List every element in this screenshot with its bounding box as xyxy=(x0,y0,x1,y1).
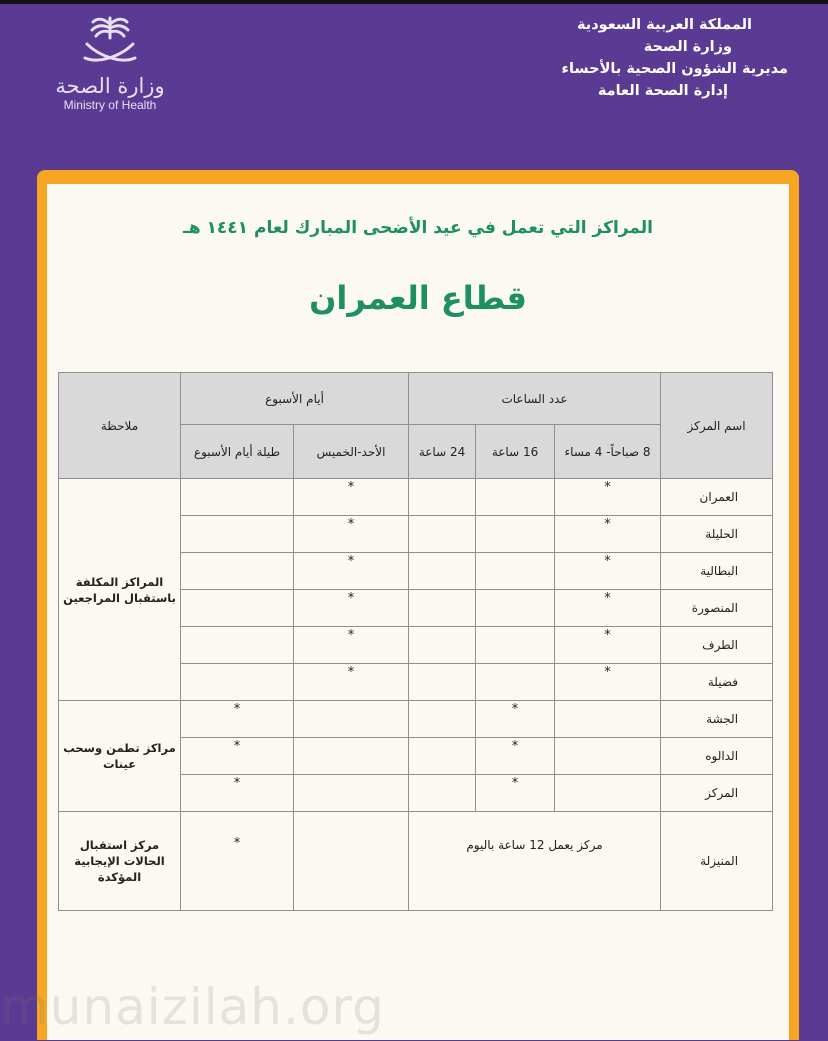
col-24-hours: 24 ساعة xyxy=(409,425,476,479)
cell-all-week xyxy=(181,627,294,664)
cell-sun-thu xyxy=(294,701,409,738)
cell-sun-thu: * xyxy=(294,516,409,553)
cell-8am-4pm xyxy=(555,738,661,775)
cell-all-week xyxy=(181,553,294,590)
cell-all-week: * xyxy=(181,775,294,812)
center-name: الحليلة xyxy=(661,516,773,553)
watermark: munaizilah.org xyxy=(0,978,385,1036)
cell-sun-thu: * xyxy=(294,553,409,590)
cell-24-hours xyxy=(409,627,476,664)
cell-8am-4pm: * xyxy=(555,479,661,516)
sector-title: قطاع العمران xyxy=(309,279,527,317)
col-8am-4pm: 8 صباحاً- 4 مساء xyxy=(555,425,661,479)
table-row xyxy=(59,701,773,738)
cell-sun-thu xyxy=(294,738,409,775)
center-name: المركز xyxy=(661,775,773,812)
cell-24-hours xyxy=(409,479,476,516)
cell-all-week xyxy=(181,479,294,516)
cell-24-hours xyxy=(409,590,476,627)
cell-24-hours xyxy=(409,516,476,553)
logo-arabic-text: وزارة الصحة xyxy=(55,74,165,98)
cell-24-hours xyxy=(409,775,476,812)
cell-24-hours xyxy=(409,738,476,775)
cell-16-hours: * xyxy=(476,738,555,775)
cell-all-week xyxy=(181,516,294,553)
cell-16-hours: * xyxy=(476,775,555,812)
cell-sun-thu: * xyxy=(294,590,409,627)
cell-16-hours: * xyxy=(476,701,555,738)
cell-16-hours xyxy=(476,627,555,664)
center-name: البطالية xyxy=(661,553,773,590)
center-name: الجشة xyxy=(661,701,773,738)
cell-16-hours xyxy=(476,516,555,553)
cell-sun-thu xyxy=(294,775,409,812)
cell-16-hours xyxy=(476,479,555,516)
merged-hours-cell: مركز يعمل 12 ساعة باليوم xyxy=(409,812,661,911)
cell-8am-4pm: * xyxy=(555,664,661,701)
government-header xyxy=(458,14,788,102)
cell-8am-4pm: * xyxy=(555,590,661,627)
cell-8am-4pm: * xyxy=(555,516,661,553)
note-swab-centers: مراكز تطمن وسحب عينات xyxy=(59,701,181,812)
cell-all-week: * xyxy=(181,701,294,738)
center-name: الدالوه xyxy=(661,738,773,775)
cell-24-hours xyxy=(409,664,476,701)
cell-all-week xyxy=(181,664,294,701)
col-center-name: اسم المركز xyxy=(661,373,773,479)
header-line-directorate: مديرية الشؤون الصحية بالأحساء xyxy=(561,61,788,77)
cell-24-hours xyxy=(409,553,476,590)
cell-sun-thu: * xyxy=(294,479,409,516)
cell-sun-thu: * xyxy=(294,664,409,701)
palm-swords-emblem-icon xyxy=(75,14,145,74)
cell-sun-thu: * xyxy=(294,627,409,664)
cell-16-hours xyxy=(476,553,555,590)
cell-all-week xyxy=(181,590,294,627)
cell-16-hours xyxy=(476,590,555,627)
logo-english-text: Ministry of Health xyxy=(63,98,157,112)
cell-8am-4pm xyxy=(555,701,661,738)
cell-8am-4pm xyxy=(555,775,661,812)
center-name: فضيلة xyxy=(661,664,773,701)
note-receiving-centers: المراكز المكلفة باستقبال المراجعين xyxy=(59,479,181,701)
center-name: المنيزلة xyxy=(661,812,773,911)
table-row xyxy=(59,479,773,516)
cell-all-week: * xyxy=(181,812,294,911)
centers-table xyxy=(58,372,773,911)
col-sun-thu: الأحد-الخميس xyxy=(294,425,409,479)
col-days-group: أيام الأسبوع xyxy=(181,373,409,425)
col-hours-group: عدد الساعات xyxy=(409,373,661,425)
top-edge xyxy=(0,0,828,4)
page-title: المراكز التي تعمل في عيد الأضحى المبارك لعام ١٤٤١ هـ xyxy=(183,218,653,238)
col-all-week: طيلة أيام الأسبوع xyxy=(181,425,294,479)
table-row xyxy=(59,812,773,911)
note-positive-cases: مركز استقبال الحالات الإيجابية المؤكدة xyxy=(59,812,181,911)
col-note: ملاحظة xyxy=(59,373,181,479)
center-name: المنصورة xyxy=(661,590,773,627)
header-line-department: إدارة الصحة العامة xyxy=(597,83,728,99)
cell-8am-4pm: * xyxy=(555,627,661,664)
ministry-logo xyxy=(50,14,170,124)
header-line-ministry: وزارة الصحة xyxy=(643,39,732,55)
cell-24-hours xyxy=(409,701,476,738)
cell-8am-4pm: * xyxy=(555,553,661,590)
cell-16-hours xyxy=(476,664,555,701)
col-16-hours: 16 ساعة xyxy=(476,425,555,479)
cell-sun-thu xyxy=(294,812,409,911)
center-name: العمران xyxy=(661,479,773,516)
center-name: الطرف xyxy=(661,627,773,664)
header-line-kingdom: المملكة العربية السعودية xyxy=(577,17,752,33)
cell-all-week: * xyxy=(181,738,294,775)
